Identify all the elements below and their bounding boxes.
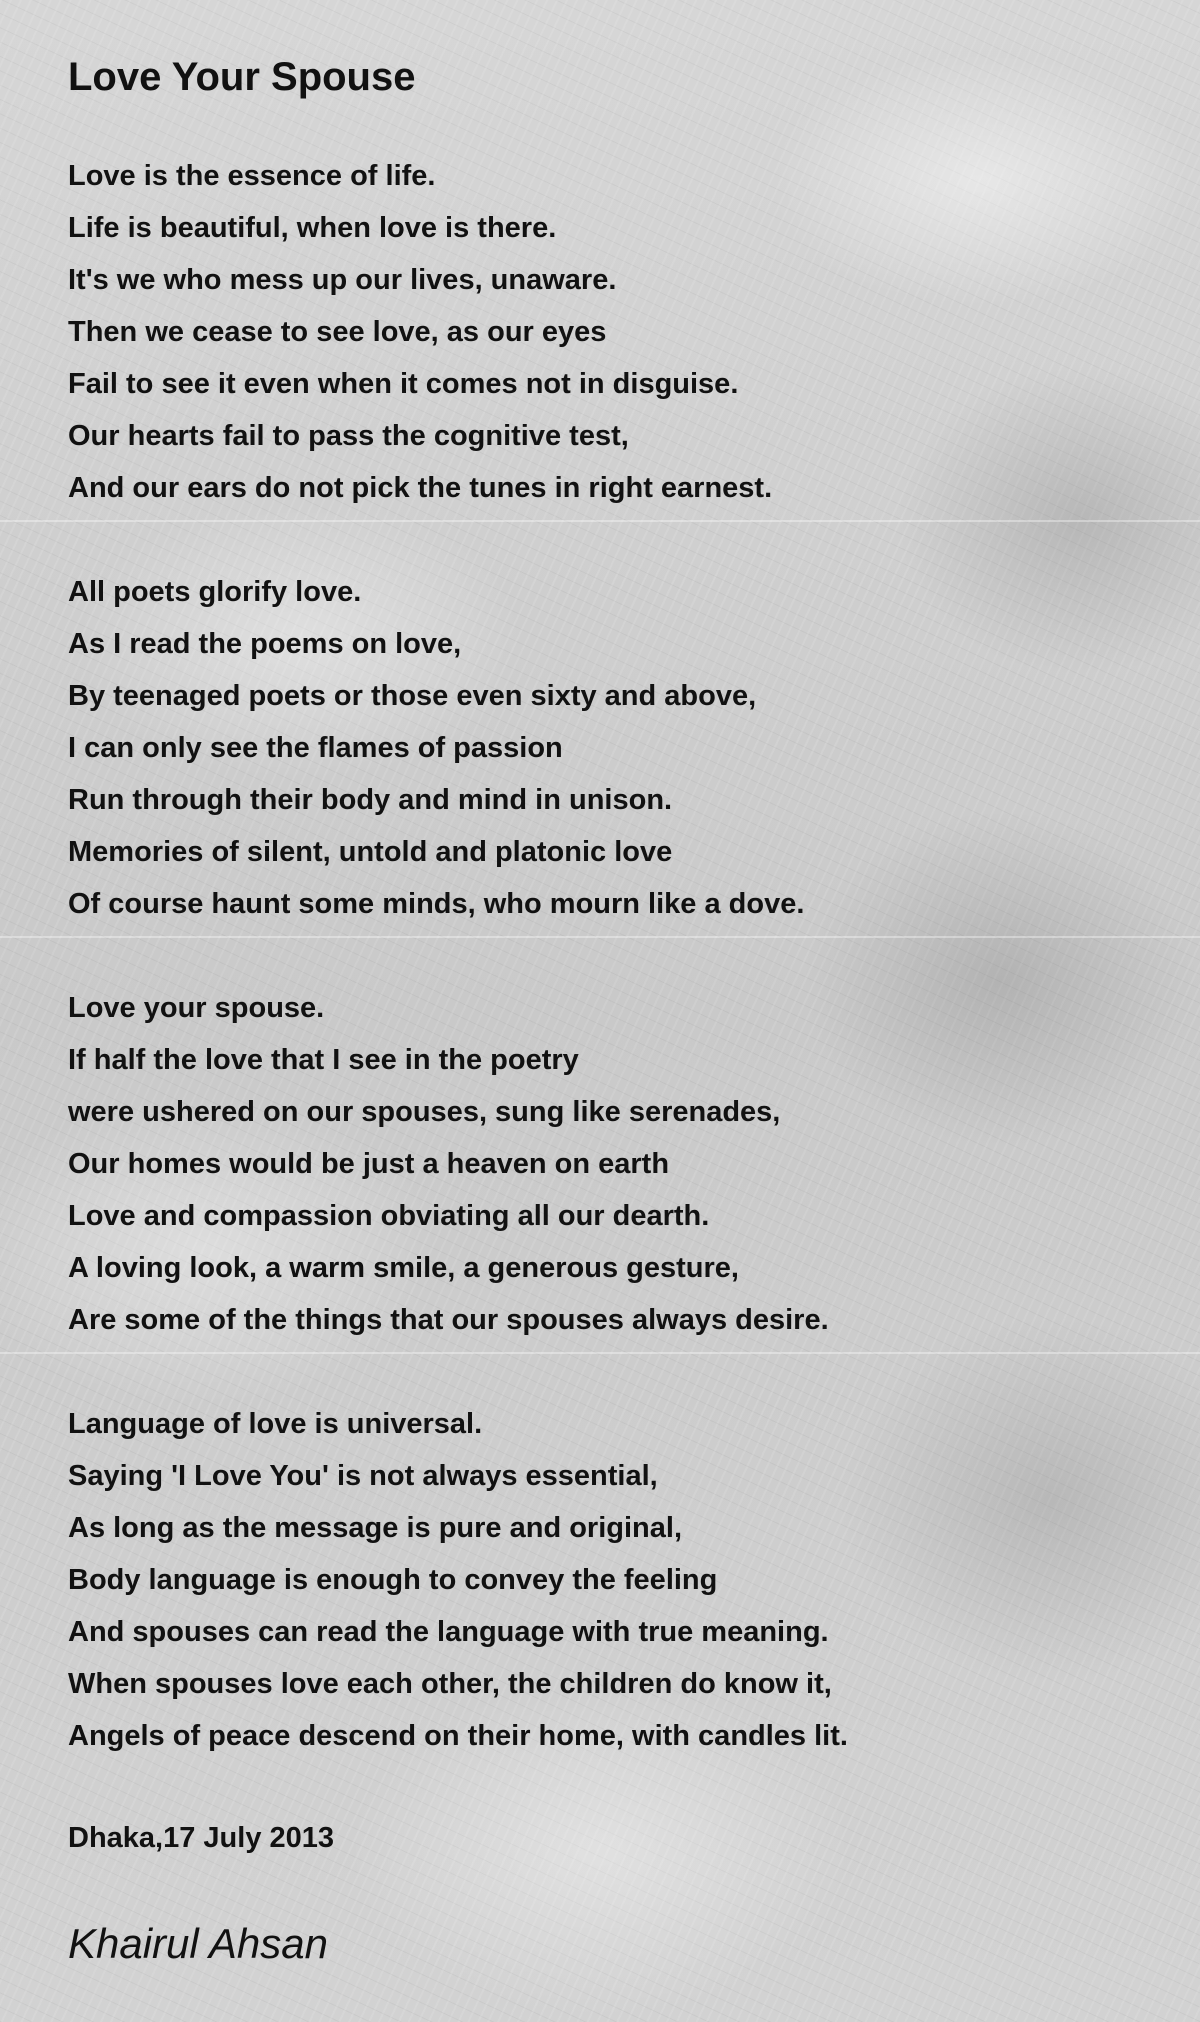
poem-line: Angels of peace descend on their home, with candles lit.: [68, 1720, 848, 1752]
poem-line: Fail to see it even when it comes not in disguise.: [68, 368, 739, 400]
poem-body: [68, 150, 1168, 1814]
stanza: [68, 150, 1168, 514]
poem-line: Are some of the things that our spouses always desire.: [68, 1304, 829, 1336]
stanza: [68, 1398, 1168, 1762]
poem-line: Memories of silent, untold and platonic love: [68, 836, 673, 868]
poem-title: Love Your Spouse: [68, 55, 416, 99]
poem-line: Life is beautiful, when love is there.: [68, 212, 557, 244]
poem-line: Of course haunt some minds, who mourn like a dove.: [68, 888, 805, 920]
poem-line: Love and compassion obviating all our dearth.: [68, 1200, 710, 1232]
poem-line: Then we cease to see love, as our eyes: [68, 316, 607, 348]
poem-line: Run through their body and mind in unison.: [68, 784, 673, 816]
poem-line: As long as the message is pure and original,: [68, 1512, 682, 1544]
poem-line: And spouses can read the language with true meaning.: [68, 1616, 829, 1648]
poem-line: When spouses love each other, the children do know it,: [68, 1668, 832, 1700]
poem-line: were ushered on our spouses, sung like serenades,: [68, 1096, 781, 1128]
poem-line: Body language is enough to convey the feeling: [68, 1564, 718, 1596]
poem-line: By teenaged poets or those even sixty and above,: [68, 680, 757, 712]
stanza: [68, 982, 1168, 1346]
author-name: Khairul Ahsan: [68, 1920, 328, 1967]
poem-line: It's we who mess up our lives, unaware.: [68, 264, 617, 296]
poem-dateline: Dhaka,17 July 2013: [68, 1822, 335, 1854]
poem-line: All poets glorify love.: [68, 576, 362, 608]
poem-line: Our homes would be just a heaven on earth: [68, 1148, 670, 1180]
poem-line: And our ears do not pick the tunes in right earnest.: [68, 472, 773, 504]
poem-line: I can only see the flames of passion: [68, 732, 563, 764]
poem-line: Our hearts fail to pass the cognitive test,: [68, 420, 629, 452]
poem-line: Saying 'I Love You' is not always essential,: [68, 1460, 658, 1492]
poem-line: As I read the poems on love,: [68, 628, 462, 660]
poem-line: Language of love is universal.: [68, 1408, 483, 1440]
poem-line: A loving look, a warm smile, a generous gesture,: [68, 1252, 739, 1284]
poem-line: Love your spouse.: [68, 992, 325, 1024]
stanza: [68, 566, 1168, 930]
poem-line: Love is the essence of life.: [68, 160, 436, 192]
poem-line: If half the love that I see in the poetry: [68, 1044, 579, 1076]
